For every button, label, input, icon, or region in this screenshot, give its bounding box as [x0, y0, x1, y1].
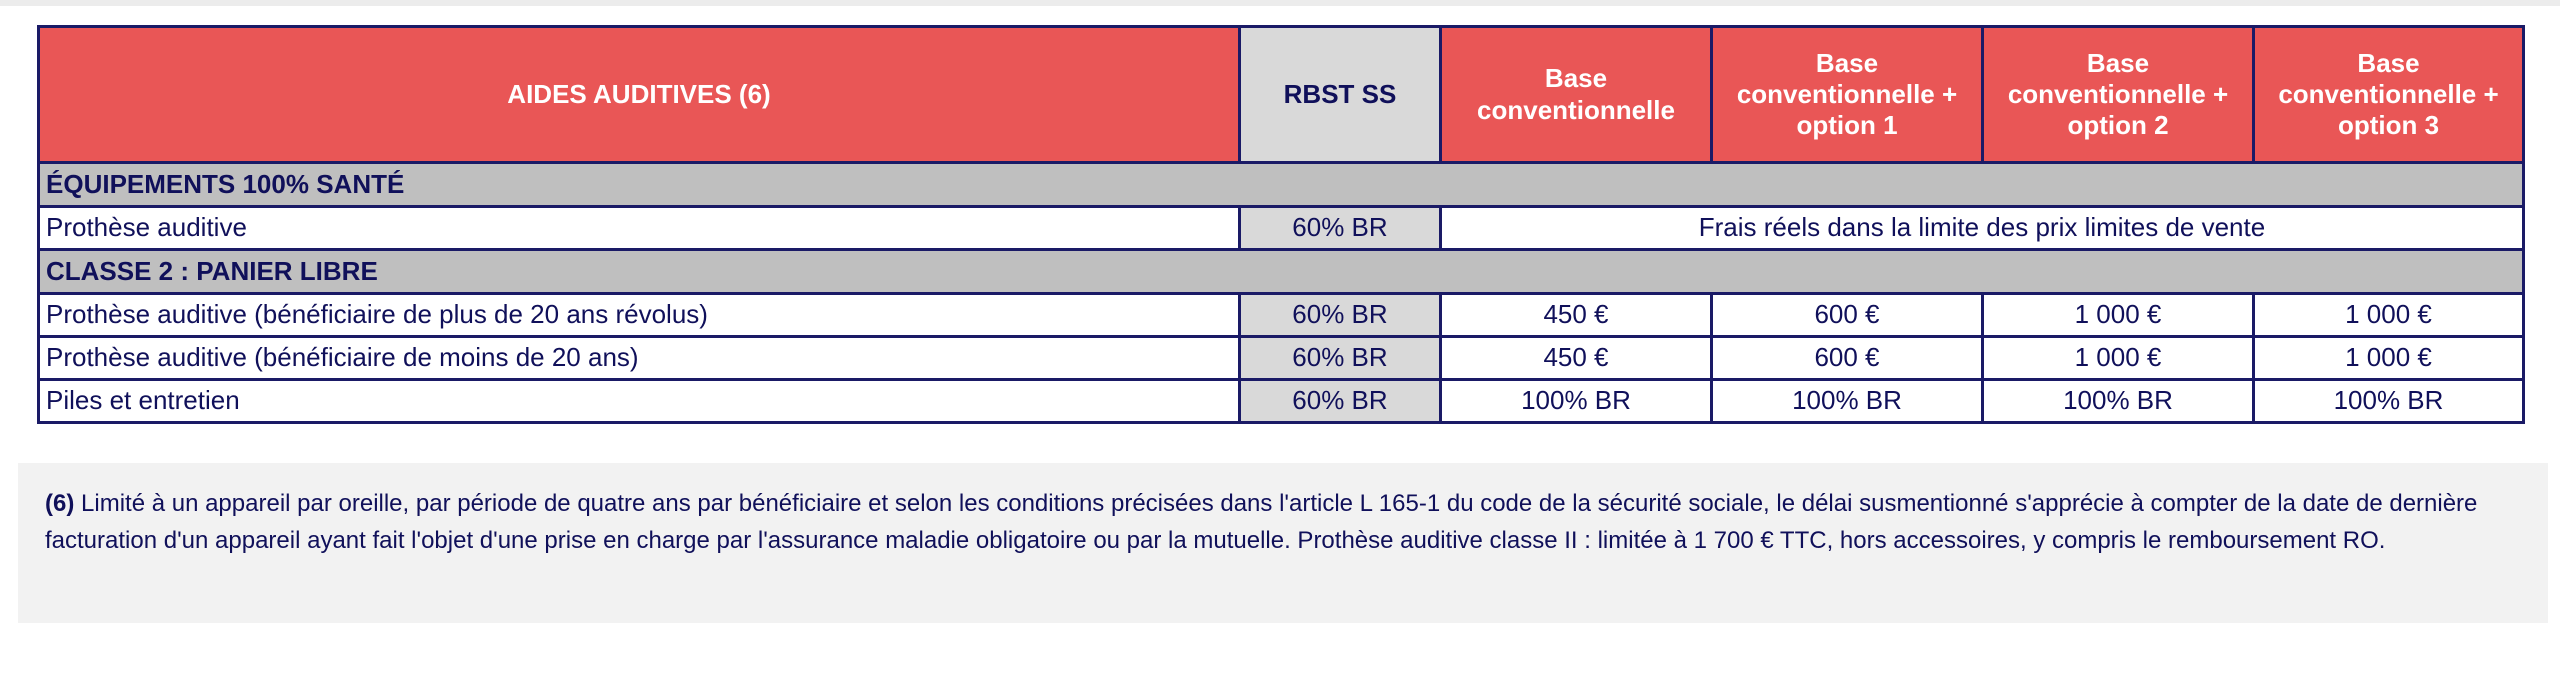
section-row: [39, 163, 2524, 207]
section-title-panier-libre: CLASSE 2 : PANIER LIBRE: [39, 250, 2524, 294]
row-label: Prothèse auditive: [39, 207, 1240, 250]
top-divider: [0, 0, 2560, 6]
rbst-header: RBST SS: [1240, 27, 1441, 163]
value-cell: 100% BR: [1712, 380, 1983, 423]
row-label: Prothèse auditive (bénéficiaire de plus de 20 ans révolus): [39, 294, 1240, 337]
option-header-3: Base conventionnelle + option 3: [2254, 27, 2524, 163]
option-header-1: Base conventionnelle + option 1: [1712, 27, 1983, 163]
hearing-aids-table: [37, 25, 2525, 424]
value-cell: 100% BR: [1441, 380, 1712, 423]
table-row: [39, 294, 2524, 337]
footnote-text: Limité à un appareil par oreille, par période de quatre ans par bénéficiaire et selon les conditions précisées dans l'article L 165-1 du code de la sécurité sociale, le délai susmentionné s'apprécie à compter de la date de dernière facturation d'un appareil ayant fait l'objet d'une prise en charge par l'assurance maladie obligatoire ou par la mutuelle. Prothèse auditive classe II : limitée à 1 700 € TTC, hors accessoires, y compris le remboursement RO.: [45, 490, 2478, 554]
rbst-cell: 60% BR: [1240, 380, 1441, 423]
value-cell: 1 000 €: [2254, 337, 2524, 380]
table-row: [39, 337, 2524, 380]
table-row: [39, 380, 2524, 423]
row-label: Piles et entretien: [39, 380, 1240, 423]
rbst-cell: 60% BR: [1240, 207, 1441, 250]
rbst-cell: 60% BR: [1240, 294, 1441, 337]
value-cell: 100% BR: [1983, 380, 2254, 423]
option-header-base: Base conventionnelle: [1441, 27, 1712, 163]
value-cell: 1 000 €: [2254, 294, 2524, 337]
value-cell: 1 000 €: [1983, 337, 2254, 380]
value-cell: 1 000 €: [1983, 294, 2254, 337]
value-cell: 450 €: [1441, 294, 1712, 337]
value-cell: 600 €: [1712, 294, 1983, 337]
value-cell: 450 €: [1441, 337, 1712, 380]
section-row: [39, 250, 2524, 294]
table-title: AIDES AUDITIVES (6): [39, 27, 1240, 163]
merged-value-cell: Frais réels dans la limite des prix limites de vente: [1441, 207, 2524, 250]
table-header-row: [39, 27, 2524, 163]
row-label: Prothèse auditive (bénéficiaire de moins de 20 ans): [39, 337, 1240, 380]
value-cell: 100% BR: [2254, 380, 2524, 423]
section-title-100-sante: ÉQUIPEMENTS 100% SANTÉ: [39, 163, 2524, 207]
table-row: [39, 207, 2524, 250]
rbst-cell: 60% BR: [1240, 337, 1441, 380]
option-header-2: Base conventionnelle + option 2: [1983, 27, 2254, 163]
value-cell: 600 €: [1712, 337, 1983, 380]
footnote-number: (6): [45, 490, 75, 517]
footnote-box: [18, 463, 2548, 623]
